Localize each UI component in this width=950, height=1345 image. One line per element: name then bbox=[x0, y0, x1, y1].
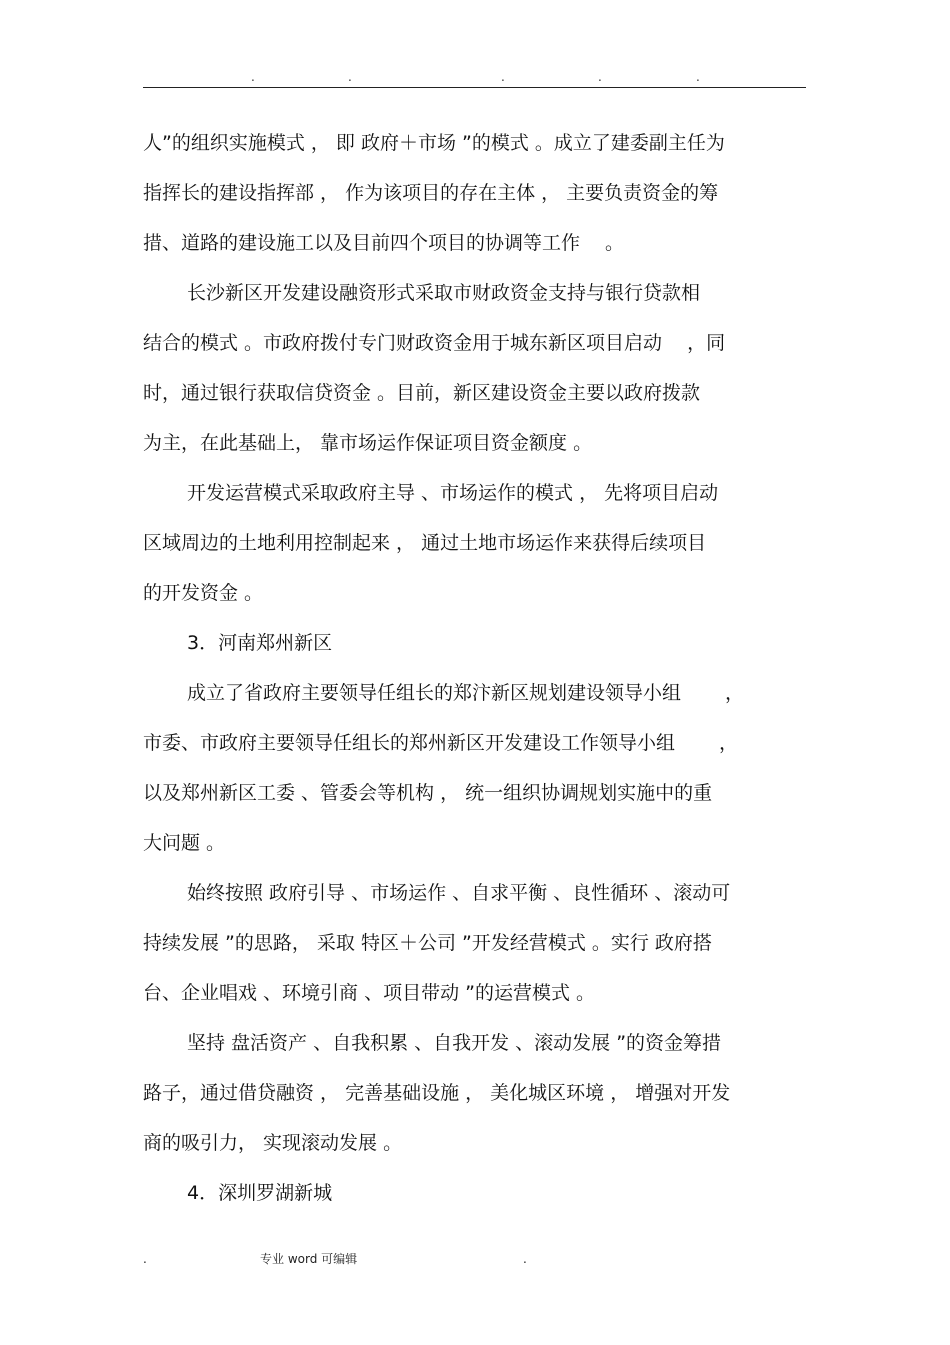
footer-dot: . bbox=[523, 1252, 527, 1266]
body-line: 台、企业唱戏 、环境引商 、项目带动 ”的运营模式 。 bbox=[143, 982, 596, 1004]
body-line: 区域周边的土地利用控制起来 ， 通过土地市场运作来获得后续项目 bbox=[143, 532, 707, 554]
page-footer bbox=[143, 1250, 643, 1270]
paragraph-start: 坚持 盘活资产 、自我积累 、自我开发 、滚动发展 ”的资金筹措 bbox=[187, 1032, 722, 1054]
paragraph-start: 开发运营模式采取政府主导 、市场运作的模式 ， 先将项目启动 bbox=[187, 482, 719, 504]
header-dot: . bbox=[251, 70, 255, 84]
page-header bbox=[143, 70, 806, 86]
footer-label: 专业 word 可编辑 bbox=[260, 1252, 358, 1266]
body-line: 为主，在此基础上， 靠市场运作保证项目资金额度 。 bbox=[143, 432, 593, 454]
body-line: 措、道路的建设施工以及目前四个项目的协调等工作 。 bbox=[143, 232, 625, 254]
body-line: 持续发展 ”的思路， 采取 特区＋公司 ”开发经营模式 。实行 政府搭 bbox=[143, 932, 712, 954]
body-line: 的开发资金 。 bbox=[143, 582, 264, 604]
footer-dot: . bbox=[143, 1252, 147, 1266]
body-line: 结合的模式 。市政府拨付专门财政资金用于城东新区项目启动 ，同 bbox=[143, 332, 726, 354]
header-dot: . bbox=[696, 70, 700, 84]
body-line: 商的吸引力， 实现滚动发展 。 bbox=[143, 1132, 403, 1154]
body-line: 大问题 。 bbox=[143, 832, 226, 854]
body-line: 人”的组织实施模式 ， 即 政府＋市场 ”的模式 。成立了建委副主任为 bbox=[143, 132, 725, 154]
header-dot: . bbox=[501, 70, 505, 84]
header-dot: . bbox=[598, 70, 602, 84]
header-rule bbox=[143, 87, 806, 88]
paragraph-start: 长沙新区开发建设融资形式采取市财政资金支持与银行贷款相 bbox=[187, 282, 701, 304]
body-line: 市委、市政府主要领导任组长的郑州新区开发建设工作领导小组 ， bbox=[143, 732, 739, 754]
document-body bbox=[143, 123, 803, 1223]
section-heading: 4．深圳罗湖新城 bbox=[187, 1182, 333, 1204]
body-line: 以及郑州新区工委 、管委会等机构 ， 统一组织协调规划实施中的重 bbox=[143, 782, 713, 804]
body-line: 路子，通过借贷融资 ， 完善基础设施 ， 美化城区环境 ， 增强对开发 bbox=[143, 1082, 731, 1104]
header-dot: . bbox=[348, 70, 352, 84]
paragraph-start: 始终按照 政府引导 、市场运作 、自求平衡 、良性循环 、滚动可 bbox=[187, 882, 731, 904]
body-line: 时，通过银行获取信贷资金 。目前，新区建设资金主要以政府拨款 bbox=[143, 382, 701, 404]
paragraph-start: 成立了省政府主要领导任组长的郑汴新区规划建设领导小组 ， bbox=[187, 682, 745, 704]
section-heading: 3．河南郑州新区 bbox=[187, 632, 333, 654]
body-line: 指挥长的建设指挥部 ， 作为该项目的存在主体 ， 主要负责资金的筹 bbox=[143, 182, 719, 204]
